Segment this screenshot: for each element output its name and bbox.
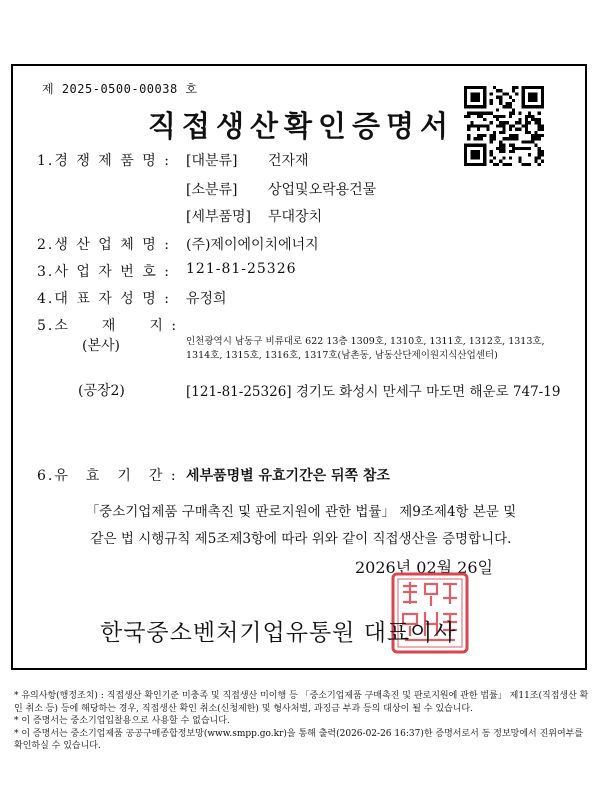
product-label: 1.경 쟁 제 품 명 :	[37, 153, 171, 169]
statement-line2: 같은 법 시행규칙 제5조제3항에 따라 위와 같이 직접생산을 증명합니다.	[90, 531, 512, 547]
validity-value: 세부품명별 유효기간은 뒤쪽 참조	[186, 468, 390, 484]
note-item: * 이 증명서는 중소기업입찰용으로 사용할 수 없습니다.	[14, 716, 230, 726]
note-item: * 유의사항(행정조치) : 직접생산 확인기준 미충족 및 직접생산 미이행 등 「중소기업제품 구매촉진 및 판로지원에 관한 법률」 제11조(직접생산 확인 취소 등) 등에 해당하는 경우, 직접생산 확인 취소(신청제한) 및 형사처벌, 과징금 부과 등의 대상이 될 수 있습니다.	[14, 691, 589, 714]
headquarters-address-line1: 인천광역시 남동구 비류대로 622 13층 1309호, 1310호, 1311호, 1312호, 1313호,	[186, 336, 545, 347]
issuer-name: 한국중소벤처기업유통원 대표이사	[100, 620, 457, 646]
company-value: (주)제이에이치에너지	[186, 237, 319, 253]
detail-item-value: 무대장치	[268, 209, 323, 225]
note-item: * 이 증명서는 중소기업제품 공공구매종합정보망(www.smpp.go.kr)을 통해 출력(2026-02-26 16:37)한 증명서로서 동 정보망에서 진위여부를 확인하실 수 있습니다.	[14, 728, 584, 751]
business-number-value: 121-81-25326	[186, 261, 297, 277]
business-number-label: 3.사 업 자 번 호 :	[37, 264, 171, 280]
headquarters-address-line2: 1314호, 1315호, 1316호, 1317호(남촌동, 남동산단제이원지식산업센터)	[186, 350, 498, 361]
company-label: 2.생 산 업 체 명 :	[37, 237, 171, 253]
minor-category-label: [소분류]	[186, 182, 238, 198]
factory-address: [121-81-25326] 경기도 화성시 만세구 마도면 해운로 747-19	[186, 384, 561, 400]
issue-date: 2026년 02월 26일	[355, 558, 493, 577]
minor-category-value: 상업및오락용건물	[268, 182, 377, 198]
notes-section	[14, 690, 589, 753]
major-category-value: 건자재	[268, 153, 309, 169]
validity-label: 6.유 효 기 간 :	[37, 468, 178, 484]
statement-line1: 「중소기업제품 구매촉진 및 판로지원에 관한 법률」 제9조제4항 본문 및	[85, 504, 517, 520]
detail-item-label: [세부품명]	[186, 209, 252, 225]
document-title: 직접생산확인증명서	[147, 109, 455, 143]
location-label: 5.소 재 지 :	[37, 318, 179, 334]
ceo-label: 4.대 표 자 성 명 :	[37, 291, 171, 307]
ceo-value: 유정희	[186, 291, 227, 307]
headquarters-label: (본사)	[82, 338, 120, 354]
document-number: 제 2025-0500-00038 호	[42, 82, 198, 96]
major-category-label: [대분류]	[186, 153, 238, 169]
factory-label: (공장2)	[78, 383, 125, 399]
